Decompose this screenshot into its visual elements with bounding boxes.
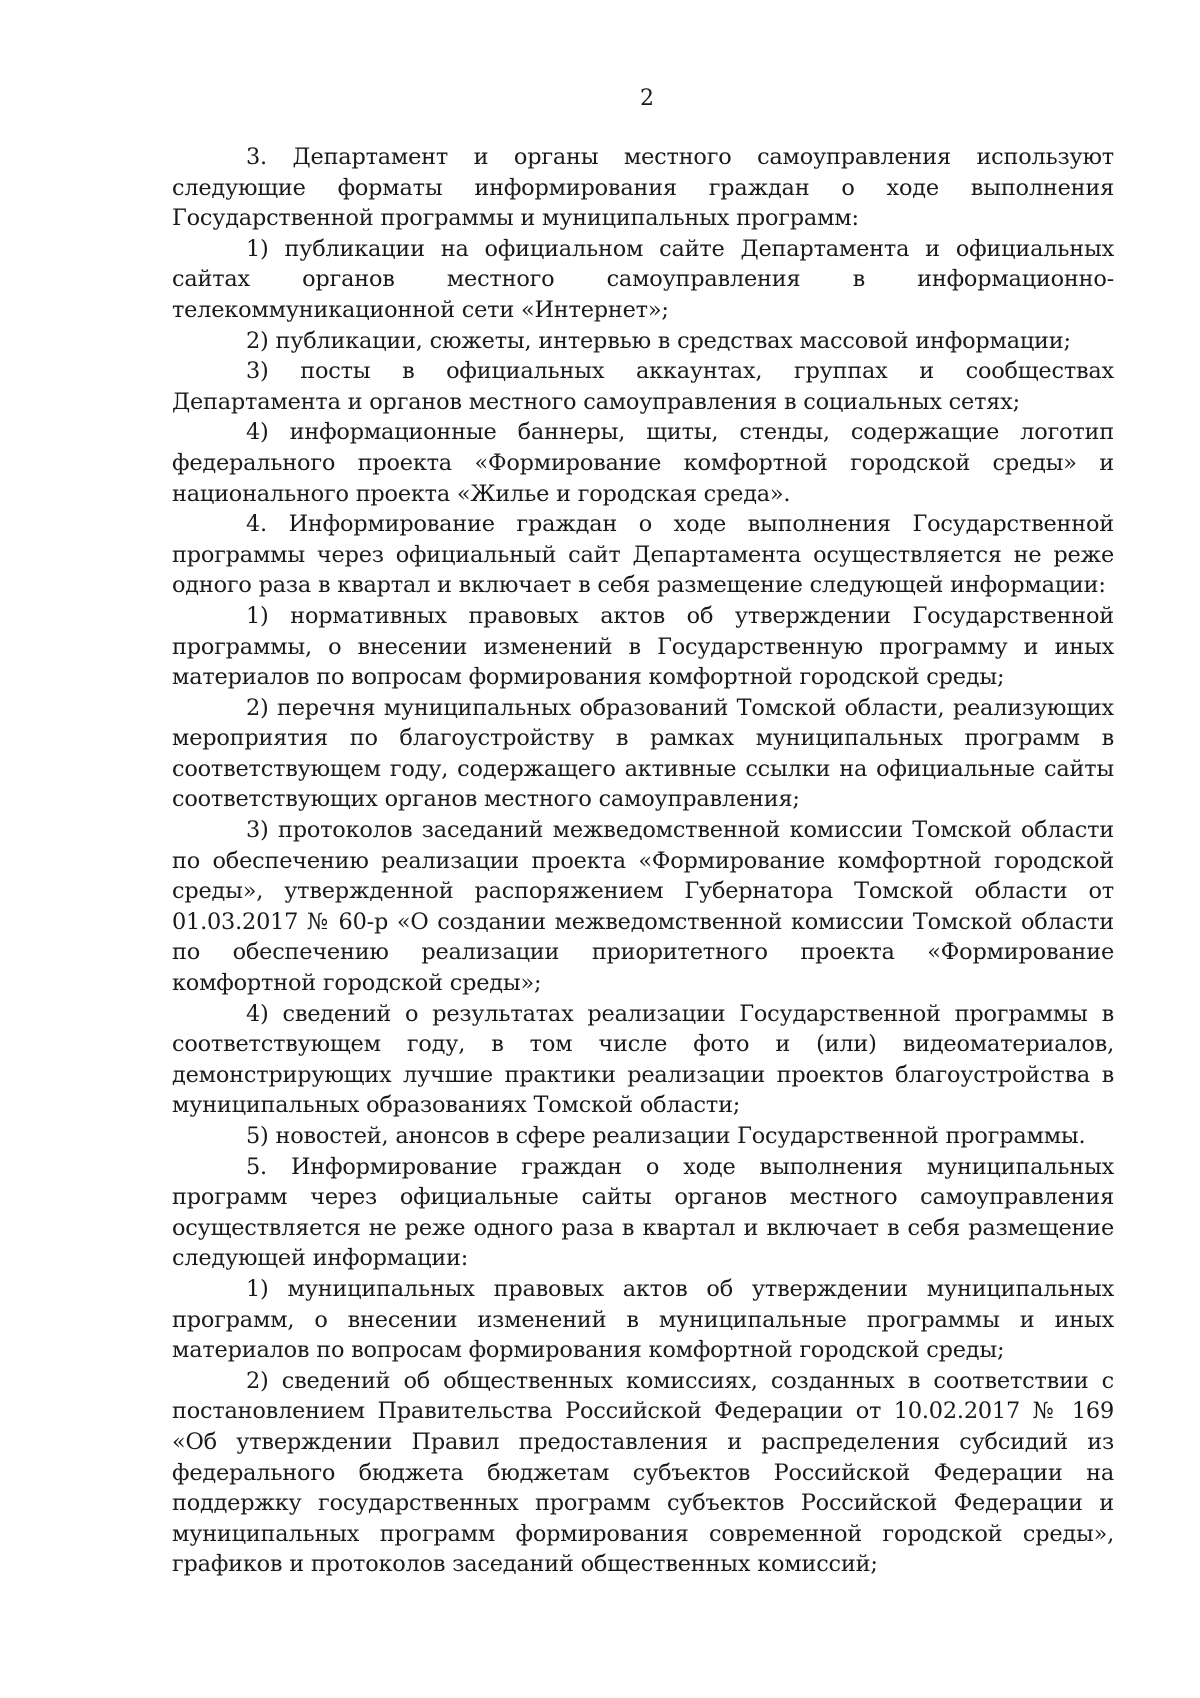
paragraph-3-item-3: 3) посты в официальных аккаунтах, группах и сообществах Департамента и органов местного самоуправления в социальных сетях;	[172, 358, 1114, 415]
paragraph-5: 5. Информирование граждан о ходе выполнения муниципальных программ через официальные сайты органов местного самоуправления осуществляется не реже одного раза в квартал и включает в себя размещение следующей информации:	[172, 1153, 1114, 1272]
paragraph-3-item-4: 4) информационные баннеры, щиты, стенды, содержащие логотип федерального проекта «Формирование комфортной городской среды» и национального проекта «Жилье и городская среда».	[172, 419, 1114, 507]
paragraph-4-item-3: 3) протоколов заседаний межведомственной комиссии Томской области по обеспечению реализации проекта «Формирование комфортной городской среды», утвержденной распоряжением Губернатора Томской области от 01.03.2017 № 60-р «О создании межведомственной комиссии Томской области по обеспечению реализации приоритетного проекта «Формирование комфортной городской среды»;	[172, 817, 1114, 997]
paragraph-4-item-1: 1) нормативных правовых актов об утверждении Государственной программы, о внесении изменений в Государственную программу и иных материалов по вопросам формирования комфортной городской среды;	[172, 602, 1114, 691]
page-number: 2	[640, 86, 654, 111]
paragraph-4: 4. Информирование граждан о ходе выполнения Государственной программы через официальный сайт Департамента осуществляется не реже одного раза в квартал и включает в себя размещение следующей информации:	[172, 511, 1114, 599]
document-body	[172, 142, 1114, 1580]
paragraph-4-item-4: 4) сведений о результатах реализации Государственной программы в соответствующем году, в том числе фото и (или) видеоматериалов, демонстрирующих лучшие практики реализации проектов благоустройства в муниципальных образованиях Томской области;	[172, 1000, 1114, 1119]
paragraph-5-item-1: 1) муниципальных правовых актов об утверждении муниципальных программ, о внесении изменений в муниципальные программы и иных материалов по вопросам формирования комфортной городской среды;	[172, 1275, 1114, 1364]
paragraph-5-item-2: 2) сведений об общественных комиссиях, созданных в соответствии с постановлением Правительства Российской Федерации от 10.02.2017 № 169 «Об утверждении Правил предоставления и распределения субсидий из федерального бюджета бюджетам субъектов Российской Федерации на поддержку государственных программ субъектов Российской Федерации и муниципальных программ формирования современной городской среды», графиков и протоколов заседаний общественных комиссий;	[172, 1367, 1114, 1578]
paragraph-4-item-5: 5) новостей, анонсов в сфере реализации Государственной программы.	[246, 1123, 1086, 1149]
paragraph-3-item-2: 2) публикации, сюжеты, интервью в средствах массовой информации;	[246, 327, 1071, 354]
paragraph-3: 3. Департамент и органы местного самоуправления используют следующие форматы информирования граждан о ходе выполнения Государственной программы и муниципальных программ:	[172, 144, 1114, 232]
paragraph-3-item-1: 1) публикации на официальном сайте Департамента и официальных сайтах органов местного самоуправления в информационно-телекоммуникационной сети «Интернет»;	[172, 235, 1114, 323]
paragraph-4-item-2: 2) перечня муниципальных образований Томской области, реализующих мероприятия по благоустройству в рамках муниципальных программ в соответствующем году, содержащего активные ссылки на официальные сайты соответствующих органов местного самоуправления;	[172, 694, 1114, 813]
